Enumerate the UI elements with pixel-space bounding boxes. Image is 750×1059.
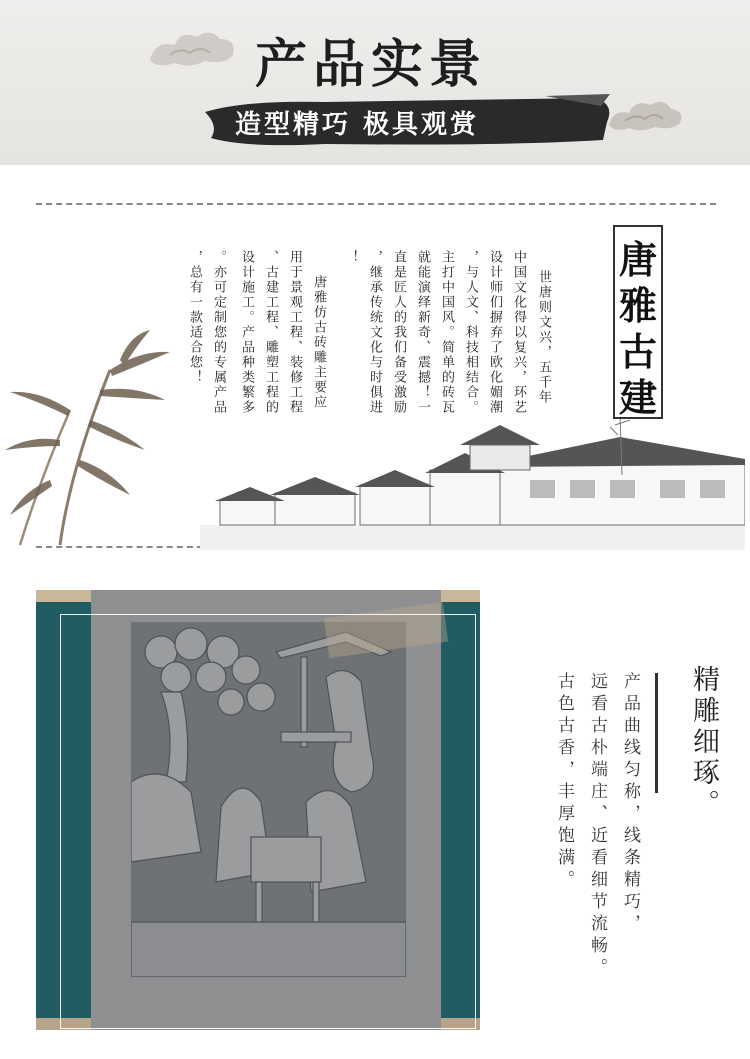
intro-column: 唐雅仿古砖雕主要应 bbox=[311, 275, 326, 410]
banner-subtitle: 造型精巧 极具观赏 bbox=[235, 110, 480, 140]
feature-divider bbox=[655, 673, 658, 793]
photo-frame bbox=[60, 614, 476, 1029]
brand-char: 雅 bbox=[618, 283, 657, 328]
intro-column: 用于景观工程、装修工程 bbox=[287, 250, 302, 415]
brand-char: 唐 bbox=[618, 237, 657, 282]
intro-column: 。亦可定制您的专属产品 bbox=[211, 250, 226, 415]
intro-column: 就能演绎新奇、震撼！一 bbox=[415, 250, 430, 415]
brand-char: 古 bbox=[618, 329, 657, 374]
intro-column: 设计施工。产品种类繁多 bbox=[239, 250, 254, 415]
courtyard-illustration bbox=[200, 415, 745, 550]
intro-column: ！ bbox=[343, 250, 358, 265]
intro-column: 、古建工程、雕塑工程的 bbox=[263, 250, 278, 415]
divider-top bbox=[36, 203, 716, 205]
page-title: 产品实景 bbox=[255, 34, 488, 95]
brand-label bbox=[613, 225, 663, 419]
feature-column: 远看古朴端庄、近看细节流畅。 bbox=[587, 672, 607, 980]
brand-char: 建 bbox=[618, 375, 657, 420]
intro-column: 中国文化得以复兴，环艺 bbox=[511, 250, 526, 415]
intro-column: ，继承传统文化与时俱进 bbox=[367, 250, 382, 415]
intro-column: ，总有一款适合您！ bbox=[187, 250, 202, 385]
feature-title: 精雕细琢。 bbox=[688, 665, 719, 820]
feature-column: 产品曲线匀称，线条精巧， bbox=[620, 672, 640, 936]
intro-column: 世唐则文兴，五千年 bbox=[536, 270, 551, 405]
intro-column: 直是匠人的我们备受激励 bbox=[391, 250, 406, 415]
feature-column: 古色古香，丰厚饱满。 bbox=[554, 672, 574, 892]
intro-column: 设计师们摒弃了欧化媚潮 bbox=[487, 250, 502, 415]
intro-column: 主打中国风。简单的砖瓦 bbox=[439, 250, 454, 415]
bamboo-illustration bbox=[0, 330, 210, 550]
cloud-left-icon bbox=[145, 25, 240, 70]
intro-column: ，与人文、科技相结合。 bbox=[463, 250, 478, 415]
header-banner bbox=[0, 0, 750, 165]
cloud-right-icon bbox=[605, 95, 685, 135]
